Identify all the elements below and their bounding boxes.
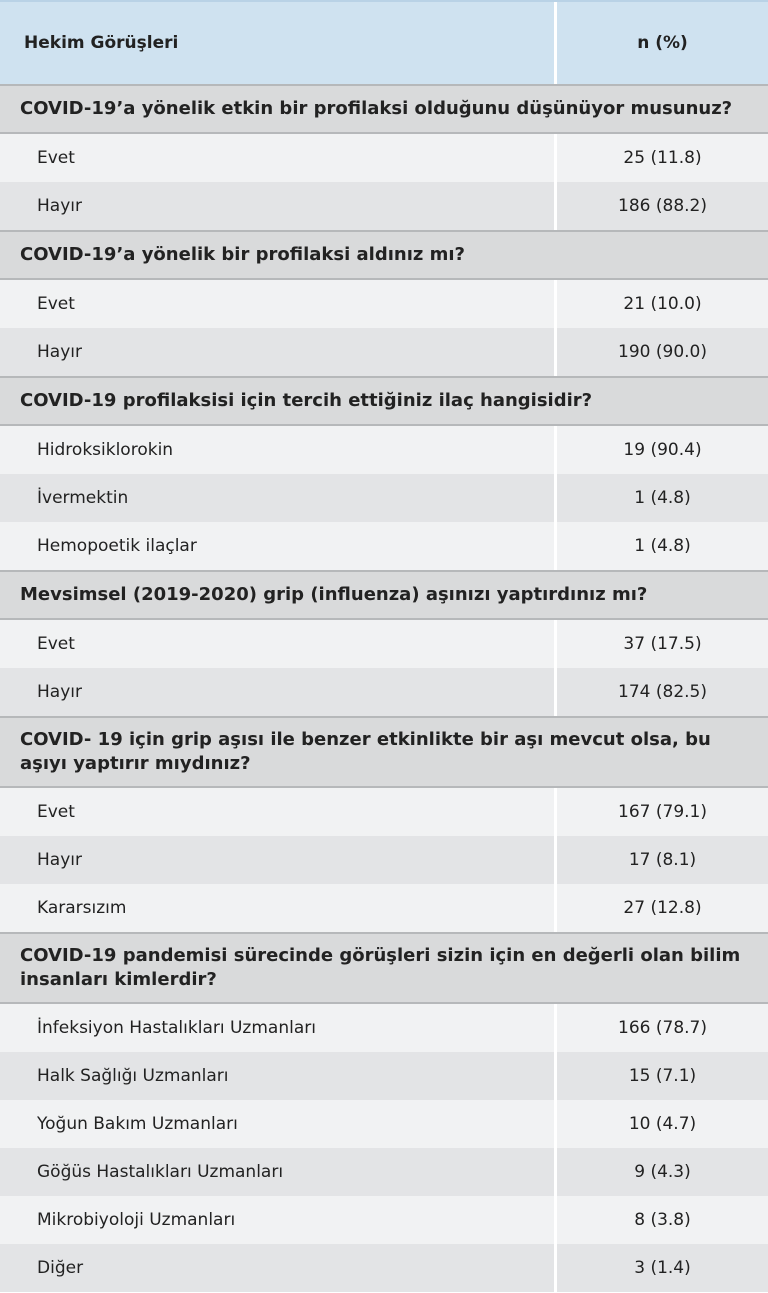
row-value: 3 (1.4) bbox=[634, 1258, 691, 1278]
table-row bbox=[0, 134, 768, 182]
row-value: 27 (12.8) bbox=[623, 898, 702, 918]
row-label: Hidroksiklorokin bbox=[0, 426, 557, 474]
table-row bbox=[0, 1148, 768, 1196]
table-body bbox=[0, 84, 768, 1292]
table-row bbox=[0, 328, 768, 376]
table-row bbox=[0, 788, 768, 836]
row-value: 1 (4.8) bbox=[634, 536, 691, 556]
row-value: 17 (8.1) bbox=[628, 850, 697, 870]
row-value: 190 (90.0) bbox=[618, 342, 707, 362]
section-question: COVID- 19 için grip aşısı ile benzer etkinlikte bir aşı mevcut olsa, bu aşıyı yaptırır mıydınız? bbox=[0, 716, 768, 788]
table-row bbox=[0, 668, 768, 716]
row-value: 186 (88.2) bbox=[618, 196, 707, 216]
row-label: İvermektin bbox=[0, 474, 557, 522]
row-label: Mikrobiyoloji Uzmanları bbox=[0, 1196, 557, 1244]
row-label: Evet bbox=[0, 134, 557, 182]
row-value: 174 (82.5) bbox=[618, 682, 707, 702]
table-row bbox=[0, 1004, 768, 1052]
table-row bbox=[0, 620, 768, 668]
section-question: Mevsimsel (2019-2020) grip (influenza) aşınızı yaptırdınız mı? bbox=[0, 570, 768, 620]
header-col-count: n (%) bbox=[637, 33, 688, 53]
table-row bbox=[0, 1100, 768, 1148]
table-row bbox=[0, 474, 768, 522]
table-row bbox=[0, 884, 768, 932]
table-row bbox=[0, 1196, 768, 1244]
header-col-opinions: Hekim Görüşleri bbox=[0, 2, 557, 84]
table-row bbox=[0, 1052, 768, 1100]
row-label: Göğüs Hastalıkları Uzmanları bbox=[0, 1148, 557, 1196]
row-label: Hayır bbox=[0, 668, 557, 716]
row-label: Hayır bbox=[0, 328, 557, 376]
table-row bbox=[0, 182, 768, 230]
section-question: COVID-19’a yönelik etkin bir profilaksi olduğunu düşünüyor musunuz? bbox=[0, 84, 768, 134]
row-value: 8 (3.8) bbox=[634, 1210, 691, 1230]
row-value: 166 (78.7) bbox=[618, 1018, 707, 1038]
row-label: Evet bbox=[0, 788, 557, 836]
row-value: 15 (7.1) bbox=[628, 1066, 697, 1086]
table-row bbox=[0, 1244, 768, 1292]
table-row bbox=[0, 280, 768, 328]
row-label: İnfeksiyon Hastalıkları Uzmanları bbox=[0, 1004, 557, 1052]
section-question: COVID-19 profilaksisi için tercih ettiğiniz ilaç hangisidir? bbox=[0, 376, 768, 426]
row-label: Hemopoetik ilaçlar bbox=[0, 522, 557, 570]
row-value: 9 (4.3) bbox=[634, 1162, 691, 1182]
table-header bbox=[0, 0, 768, 84]
row-value: 19 (90.4) bbox=[623, 440, 702, 460]
section-question: COVID-19’a yönelik bir profilaksi aldınız mı? bbox=[0, 230, 768, 280]
row-value: 10 (4.7) bbox=[628, 1114, 697, 1134]
row-value: 21 (10.0) bbox=[623, 294, 702, 314]
row-label: Diğer bbox=[0, 1244, 557, 1292]
row-label: Hayır bbox=[0, 836, 557, 884]
row-value: 167 (79.1) bbox=[618, 802, 707, 822]
row-label: Evet bbox=[0, 280, 557, 328]
row-label: Hayır bbox=[0, 182, 557, 230]
row-label: Yoğun Bakım Uzmanları bbox=[0, 1100, 557, 1148]
row-label: Kararsızım bbox=[0, 884, 557, 932]
table-row bbox=[0, 836, 768, 884]
row-value: 37 (17.5) bbox=[623, 634, 702, 654]
table-row bbox=[0, 522, 768, 570]
row-value: 25 (11.8) bbox=[623, 148, 702, 168]
row-label: Halk Sağlığı Uzmanları bbox=[0, 1052, 557, 1100]
row-label: Evet bbox=[0, 620, 557, 668]
section-question: COVID-19 pandemisi sürecinde görüşleri sizin için en değerli olan bilim insanları kimlerdir? bbox=[0, 932, 768, 1004]
row-value: 1 (4.8) bbox=[634, 488, 691, 508]
table-row bbox=[0, 426, 768, 474]
